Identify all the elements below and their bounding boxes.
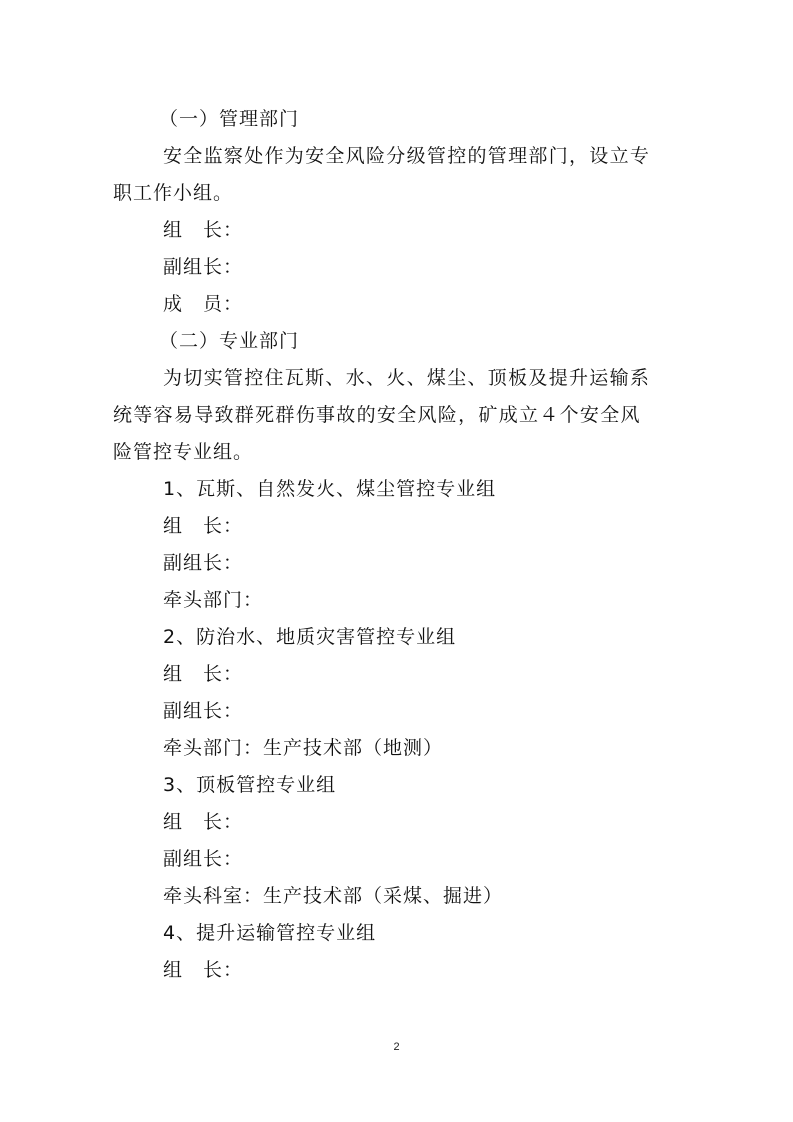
field-lead-office: 牵头科室：生产技术部（采煤、掘进） <box>163 885 504 907</box>
field-group-leader: 组 长： <box>163 959 244 981</box>
paragraph-line: 统等容易导致群死群伤事故的安全风险，矿成立４个安全风 <box>113 404 641 426</box>
section-heading-professional: （二）专业部门 <box>159 330 300 352</box>
field-lead-department: 牵头部门： <box>163 589 264 611</box>
field-deputy-leader: 副组长： <box>163 256 244 278</box>
section-heading-management: （一）管理部门 <box>159 108 300 130</box>
group-heading-water: 2、防治水、地质灾害管控专业组 <box>163 626 457 648</box>
field-group-leader: 组 长： <box>163 663 244 685</box>
paragraph-line: 职工作小组。 <box>113 182 234 204</box>
group-heading-gas: 1、瓦斯、自然发火、煤尘管控专业组 <box>163 478 497 500</box>
field-deputy-leader: 副组长： <box>163 700 244 722</box>
field-deputy-leader: 副组长： <box>163 848 244 870</box>
page-number: 2 <box>393 1041 400 1053</box>
group-heading-transport: 4、提升运输管控专业组 <box>163 922 377 944</box>
field-group-leader: 组 长： <box>163 219 244 241</box>
paragraph-line: 为切实管控住瓦斯、水、火、煤尘、顶板及提升运输系 <box>163 367 651 389</box>
field-group-leader: 组 长： <box>163 515 244 537</box>
paragraph-line: 险管控专业组。 <box>113 441 254 463</box>
paragraph-line: 安全监察处作为安全风险分级管控的管理部门，设立专 <box>163 145 651 167</box>
field-deputy-leader: 副组长： <box>163 552 244 574</box>
field-lead-department: 牵头部门：生产技术部（地测） <box>163 737 444 759</box>
group-heading-roof: 3、顶板管控专业组 <box>163 774 337 796</box>
field-members: 成 员： <box>163 293 244 315</box>
document-body <box>113 101 678 989</box>
field-group-leader: 组 长： <box>163 811 244 833</box>
